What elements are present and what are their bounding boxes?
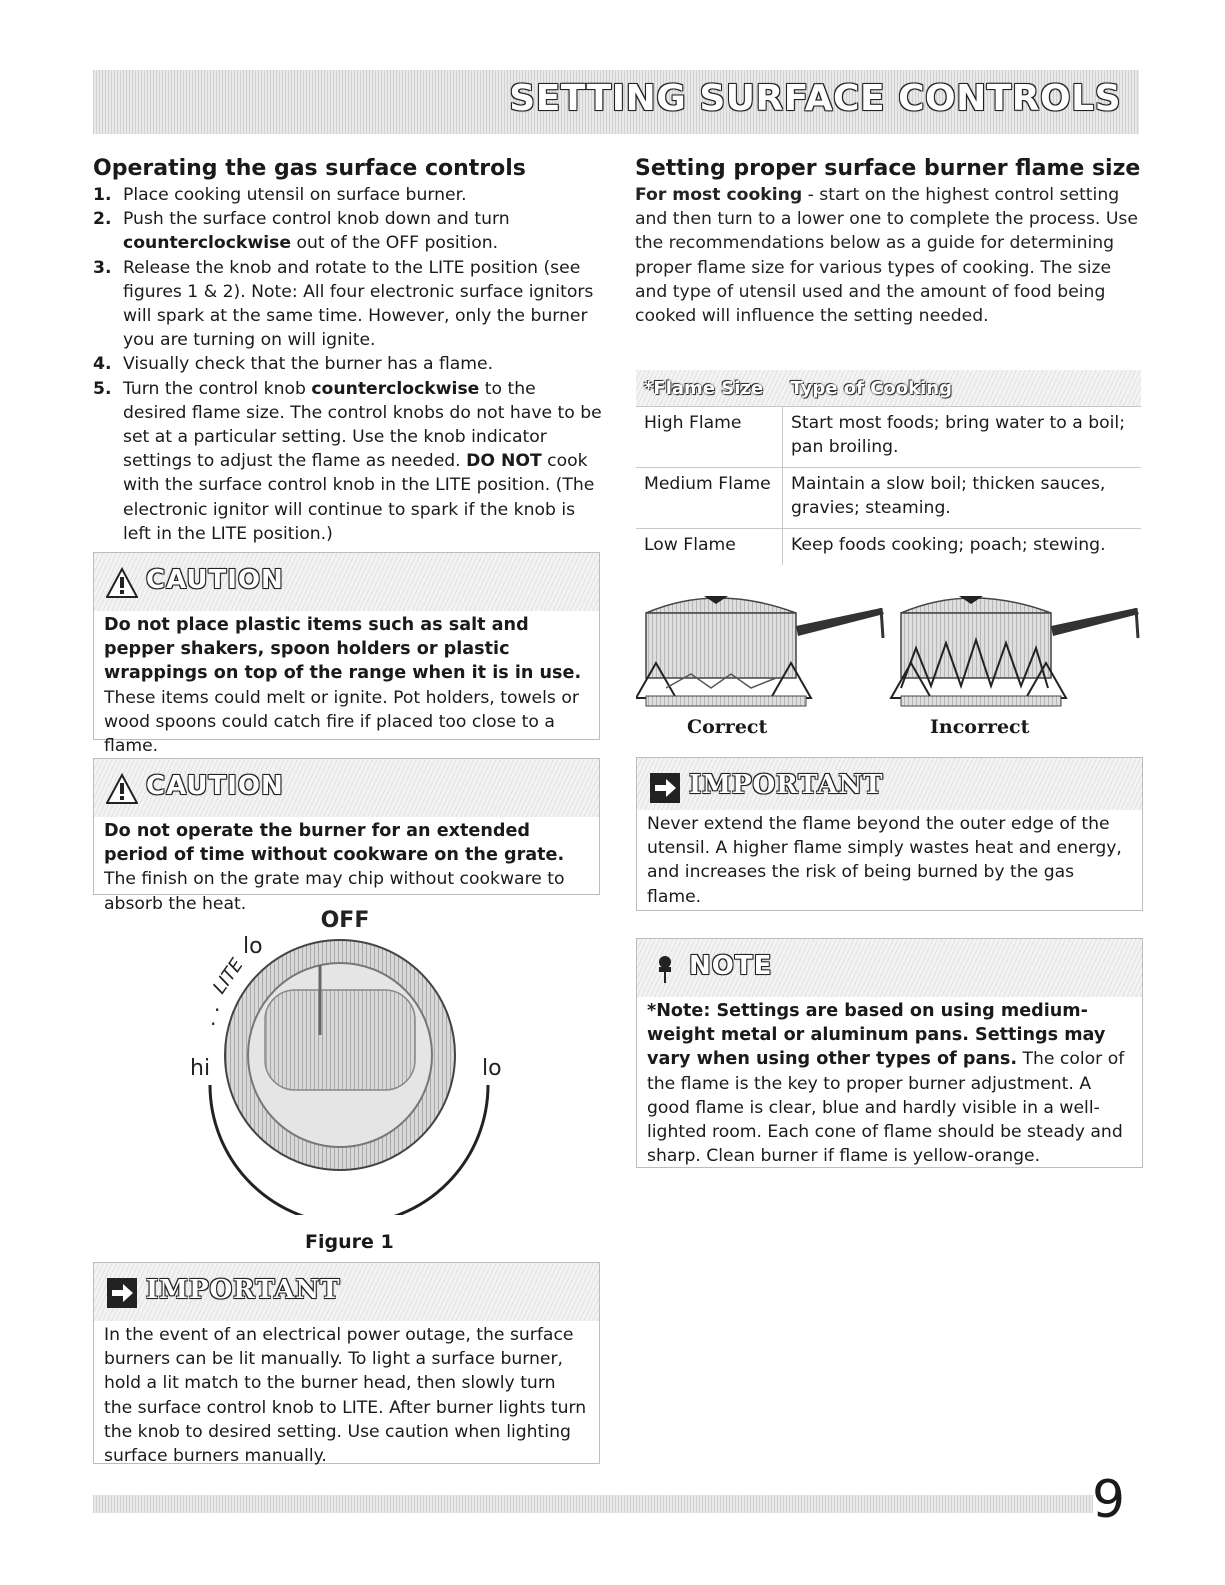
- caution-text: The finish on the grate may chip without cookware to absorb the heat.: [104, 869, 565, 914]
- step-number: 1.: [93, 185, 112, 205]
- caution-body: [94, 611, 599, 764]
- caution-bold-text: Do not place plastic items such as salt and pepper shakers, spoon holders or plastic wrappings on top of the range when it is in use.: [104, 615, 582, 684]
- step-text: Place cooking utensil on surface burner.: [123, 185, 467, 205]
- important-header: [637, 758, 1142, 810]
- step-2: [93, 207, 603, 255]
- table-row: [636, 407, 1141, 468]
- right-column: [635, 156, 1145, 328]
- page-number: 9: [1092, 1470, 1126, 1530]
- knob-grip: [265, 990, 415, 1090]
- warning-icon: [106, 773, 138, 805]
- table-cell: Keep foods cooking; poach; stewing.: [783, 529, 1142, 566]
- svg-text:·: ·: [214, 998, 221, 1022]
- caution-box-2: [93, 758, 600, 914]
- table-header: *Flame Size: [644, 377, 764, 399]
- step-4: [93, 352, 603, 376]
- arrow-icon: [649, 772, 681, 804]
- flame-intro: [635, 183, 1145, 328]
- flame-heading: Setting proper surface burner flame size: [635, 156, 1141, 181]
- knob-lo-right-label: lo: [482, 1056, 502, 1081]
- step-emphasis: DO NOT: [466, 451, 542, 472]
- step-text: Visually check that the burner has a flame.: [123, 354, 494, 375]
- step-text: Push the surface control knob down and turn: [123, 209, 510, 230]
- step-number: 4.: [93, 354, 112, 375]
- important-body: [637, 810, 1142, 915]
- caution-header: [94, 759, 599, 817]
- knob-off-label: OFF: [320, 908, 370, 933]
- step-1: [93, 183, 603, 207]
- note-label: NOTE: [689, 951, 773, 981]
- arrow-icon: [106, 1277, 138, 1309]
- flame-text: - start on the highest control setting and then turn to a lower one to complete the process. Use the recommendations below as a guide for determining proper flame size for various types of cooking. The size and type of utensil used and the amount of food being cooked will influence the setting needed.: [635, 185, 1138, 327]
- step-text: Release the knob and rotate to the LITE position (see figures 1 & 2). Note: All four electronic surface ignitors will spark at the same time. However, only the burner you are turning on will ignite.: [123, 257, 594, 351]
- step-emphasis: counterclockwise: [123, 233, 291, 254]
- operating-heading: Operating the gas surface controls: [93, 156, 526, 181]
- table-header-row: [636, 370, 1141, 407]
- caution-text: These items could melt or ignite. Pot holders, towels or wood spoons could catch fire if placed too close to a flame.: [104, 687, 579, 757]
- table-header: Type of Cooking: [790, 377, 952, 399]
- step-text: to the desired flame size. The control knobs do not have to be set at a particular setting. Use the knob indicator settings to adjust the flame as needed.: [123, 378, 602, 472]
- note-box: [636, 938, 1143, 1168]
- table-cell: Medium Flame: [636, 468, 783, 529]
- caution-bold-text: Do not operate the burner for an extended period of time without cookware on the grate.: [104, 821, 565, 866]
- step-5: [93, 377, 603, 546]
- step-number: 3.: [93, 257, 112, 278]
- svg-text:·: ·: [210, 1012, 217, 1036]
- caution-box-1: [93, 552, 600, 757]
- correct-caption: Correct: [687, 716, 768, 738]
- table-cell: Start most foods; bring water to a boil; pan broiling.: [783, 407, 1142, 468]
- knob-lo-label: lo: [243, 934, 263, 959]
- table-row: [636, 529, 1141, 566]
- important-label: IMPORTANT: [689, 770, 884, 800]
- note-header: [637, 939, 1142, 997]
- table-cell: Low Flame: [636, 529, 783, 566]
- figure-caption: Figure 1: [305, 1231, 394, 1253]
- left-column: [93, 156, 603, 546]
- important-box-2: [636, 757, 1143, 911]
- step-text: cook with the surface control knob in the LITE position. (The electronic ignitor will continue to spark if the knob is left in the LITE position.): [123, 451, 595, 544]
- page-title: SETTING SURFACE CONTROLS: [509, 78, 1121, 119]
- important-text: Never extend the flame beyond the outer edge of the utensil. A higher flame simply wastes heat and energy, and increases the risk of being burned by the gas flame.: [647, 814, 1122, 907]
- caution-label: CAUTION: [146, 771, 284, 801]
- incorrect-caption: Incorrect: [930, 716, 1030, 738]
- footer-bar: [93, 1495, 1093, 1513]
- flame-size-table: [636, 370, 1141, 565]
- step-3: [93, 256, 603, 353]
- important-header: [94, 1263, 599, 1321]
- knob-hi-label: hi: [190, 1056, 211, 1081]
- step-number: 2.: [93, 209, 112, 230]
- step-emphasis: counterclockwise: [311, 378, 480, 399]
- knob-lite-label: LITE: [208, 954, 248, 998]
- correct-pot: [636, 596, 884, 706]
- important-label: IMPORTANT: [146, 1275, 341, 1305]
- table-cell: Maintain a slow boil; thicken sauces, gravies; steaming.: [783, 468, 1142, 529]
- note-body: [637, 997, 1142, 1174]
- table-cell: High Flame: [636, 407, 783, 468]
- knob-figure: [170, 905, 530, 1215]
- important-box-1: [93, 1262, 600, 1467]
- step-text: Turn the control knob: [123, 378, 312, 399]
- table-row: [636, 468, 1141, 529]
- header-bar: [93, 70, 1139, 134]
- operating-steps: [93, 183, 603, 546]
- important-text: In the event of an electrical power outage, the surface burners can be lit manually. To light a surface burner, hold a lit match to the burner head, then slowly turn the surface control knob to LITE. After burner lights turn the knob to desired setting. Use caution when lighting surface burners manually.: [104, 1325, 587, 1467]
- pushpin-icon: [649, 953, 681, 985]
- note-bold-text: *Note: Settings are based on using medium-weight metal or aluminum pans. Settings may vary when using other types of pans.: [647, 1001, 1106, 1070]
- note-text: The color of the flame is the key to proper burner adjustment. A good flame is clear, blue and hardly visible in a well-lighted room. Each cone of flame should be steady and sharp. Clean burner if flame is yellow-orange.: [647, 1049, 1125, 1167]
- incorrect-pot: [891, 596, 1139, 706]
- step-number: 5.: [93, 378, 112, 399]
- warning-icon: [106, 567, 138, 599]
- caution-header: [94, 553, 599, 611]
- important-body: [94, 1321, 599, 1474]
- caution-label: CAUTION: [146, 565, 284, 595]
- flame-lead: For most cooking: [635, 185, 803, 205]
- step-text: out of the OFF position.: [290, 233, 499, 254]
